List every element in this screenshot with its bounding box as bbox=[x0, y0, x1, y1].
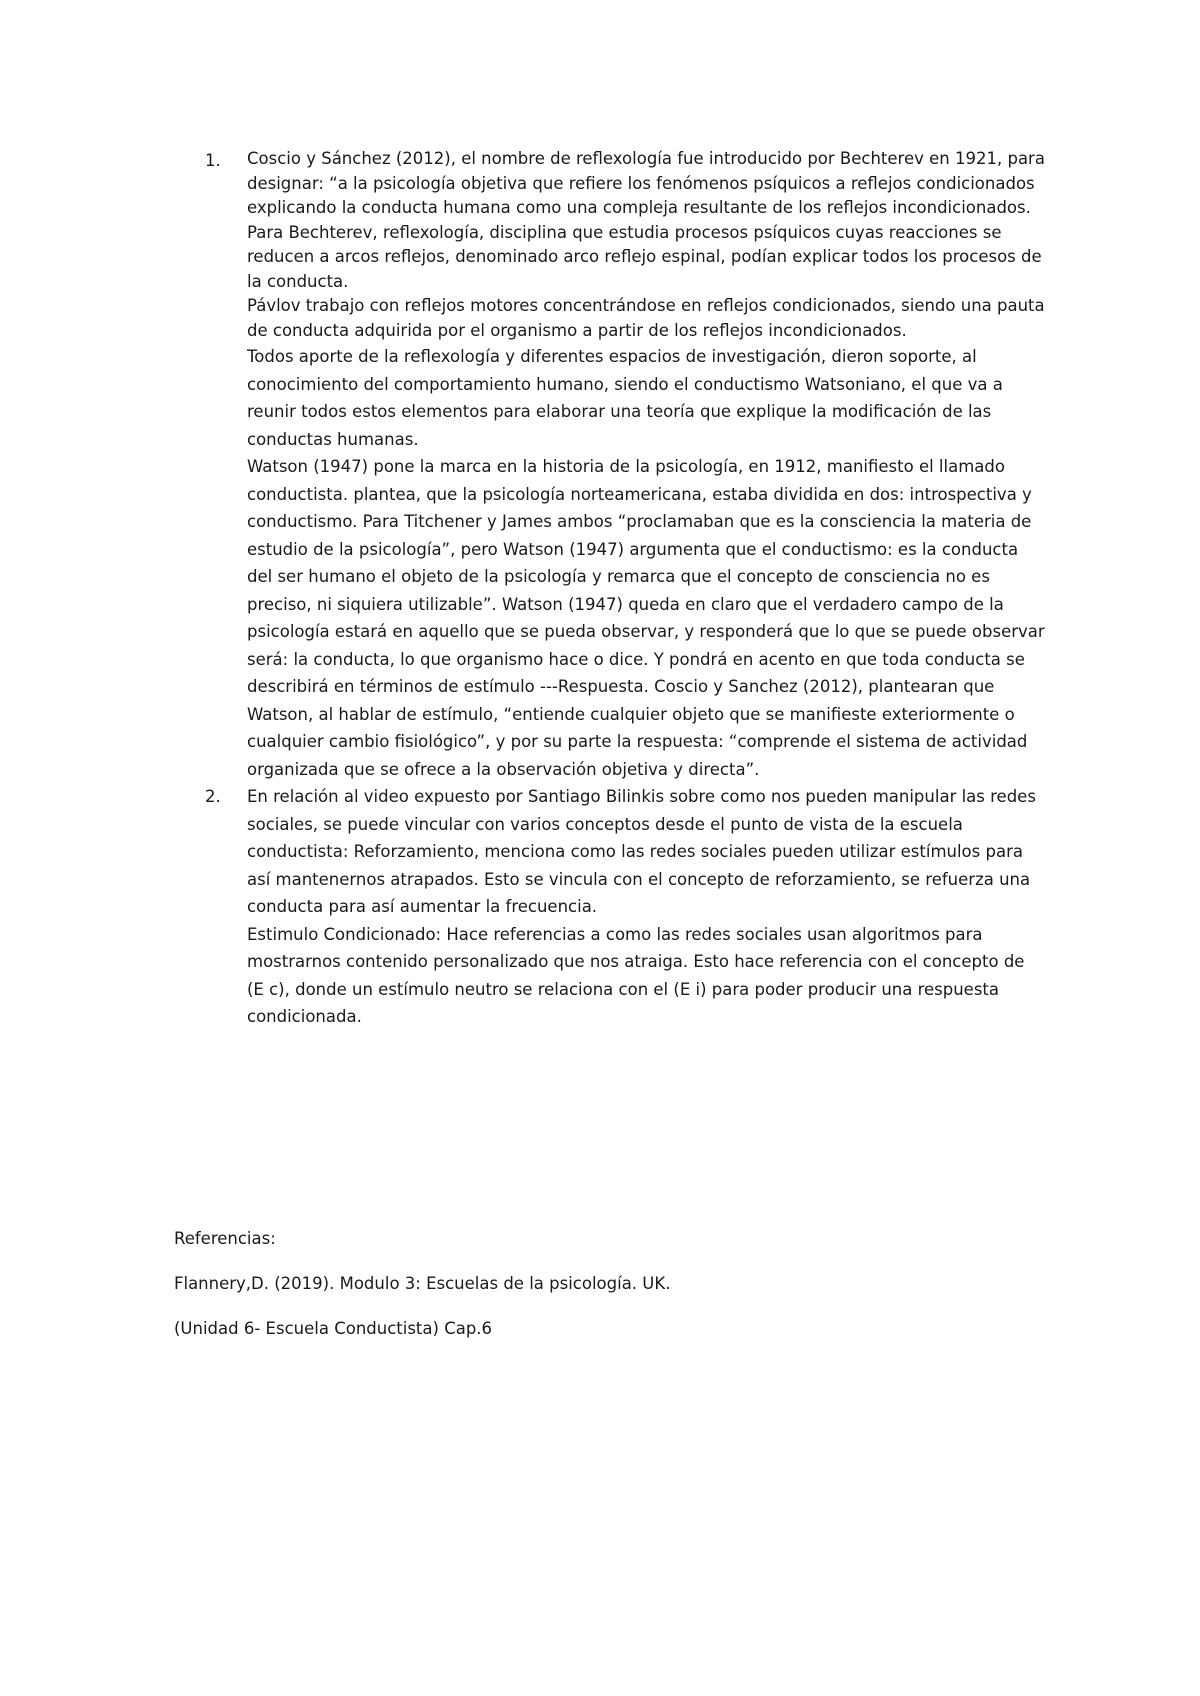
reference-entry: Flannery,D. (2019). Modulo 3: Escuelas de la psicología. UK. bbox=[174, 1274, 671, 1293]
numbered-list bbox=[205, 147, 1045, 1031]
list-item-1 bbox=[205, 147, 1045, 783]
paragraph: Estimulo Condicionado: Hace referencias a como las redes sociales usan algoritmos para mostrarnos contenido personalizado que nos atraiga. Esto hace referencia con el concepto de (E c), donde un estímulo neutro se relaciona con el (E i) para poder producir una respuesta condicionada. bbox=[247, 924, 1025, 1026]
paragraph: Todos aporte de la reflexología y diferentes espacios de investigación, dieron soporte, al conocimiento del comportamiento humano, siendo el conductismo Watsoniano, el que va a reunir todos estos elementos para elaborar una teoría que explique la modificación de las conductas humanas. bbox=[247, 347, 1003, 449]
paragraph: Coscio y Sánchez (2012), el nombre de reflexología fue introducido por Bechterev en 1921, para designar: “a la psicología objetiva que refiere los fenómenos psíquicos a reflejos condicionados explicando la conducta humana como una compleja resultante de los reflejos incondicionados. bbox=[247, 149, 1045, 217]
paragraph: Watson (1947) pone la marca en la historia de la psicología, en 1912, manifiesto el llamado conductista. plantea, que la psicología norteamericana, estaba dividida en dos: introspectiva y conductismo. Para Titchener y James ambos “proclamaban que es la consciencia la materia de estudio de la psicología”, pero Watson (1947) argumenta que el conductismo: es la conducta del ser humano el objeto de la psicología y remarca que el concepto de consciencia no es preciso, ni siquiera utilizable”. Watson (1947) queda en claro que el verdadero campo de la psicología estará en aquello que se pueda observar, y responderá que lo que se puede observar será: la conducta, lo que organismo hace o dice. Y pondrá en acento en que toda conducta se describirá en términos de estímulo ---Respuesta. Coscio y Sanchez (2012), plantearan que Watson, al hablar de estímulo, “entiende cualquier objeto que se manifieste exteriormente o cualquier cambio fisiológico”, y por su parte la respuesta: “comprende el sistema de actividad organizada que se ofrece a la observación objetiva y directa”. bbox=[247, 457, 1045, 779]
paragraph: Pávlov trabajo con reflejos motores concentrándose en reflejos condicionados, siendo una pauta de conducta adquirida por el organismo a partir de los reflejos incondicionados. bbox=[247, 296, 1045, 340]
list-number: 1. bbox=[205, 151, 221, 170]
list-number: 2. bbox=[205, 787, 221, 806]
references-heading: Referencias: bbox=[174, 1229, 276, 1248]
reference-entry: (Unidad 6- Escuela Conductista) Cap.6 bbox=[174, 1319, 493, 1338]
references-section bbox=[174, 1226, 1074, 1361]
list-item-2 bbox=[205, 783, 1045, 1031]
paragraph: Para Bechterev, reflexología, disciplina que estudia procesos psíquicos cuyas reacciones se reducen a arcos reflejos, denominado arco reflejo espinal, podían explicar todos los procesos de la conducta. bbox=[247, 222, 1042, 291]
paragraph: En relación al video expuesto por Santiago Bilinkis sobre como nos pueden manipular las redes sociales, se puede vincular con varios conceptos desde el punto de vista de la escuela conductista: Reforzamiento, menciona como las redes sociales pueden utilizar estímulos para así mantenernos atrapados. Esto se vincula con el concepto de reforzamiento, se refuerza una conducta para así aumentar la frecuencia. bbox=[247, 787, 1036, 916]
